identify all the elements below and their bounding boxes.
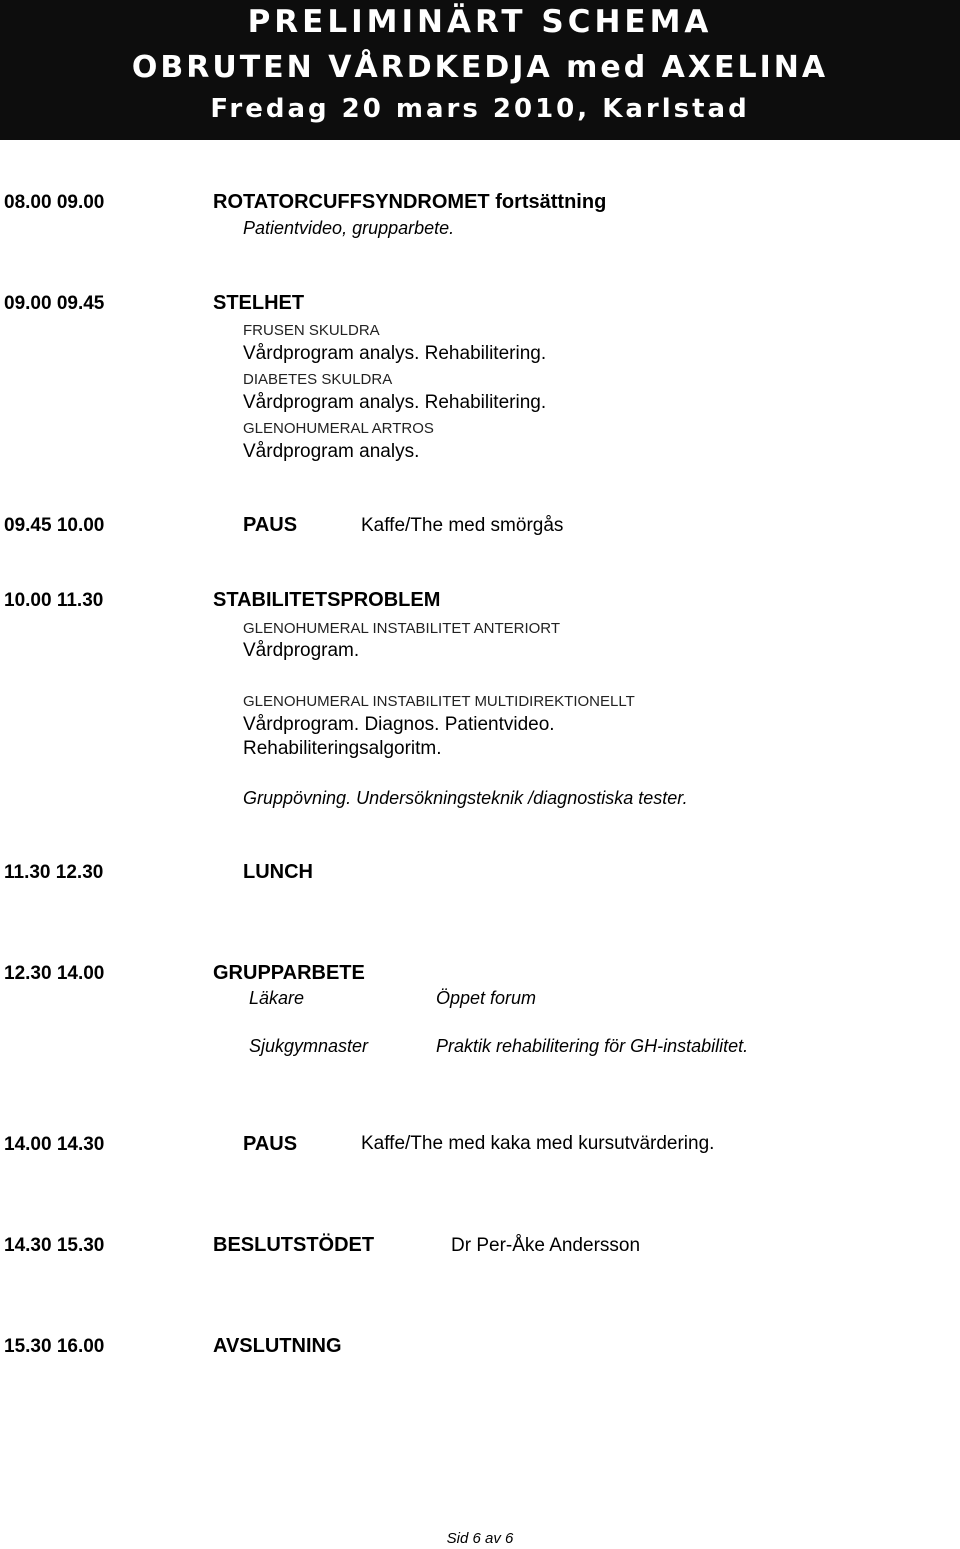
time-slot: 08.00 09.00: [4, 192, 105, 213]
time-slot: 15.30 16.00: [4, 1336, 105, 1357]
session-title: AVSLUTNING: [213, 1335, 342, 1357]
topic-description: Vårdprogram.: [243, 640, 360, 661]
time-slot: 09.00 09.45: [4, 293, 105, 314]
session-title: LUNCH: [243, 861, 313, 883]
group-participant: Läkare: [249, 988, 305, 1008]
schedule-header: [0, 0, 960, 140]
group-activity: Öppet forum: [436, 988, 537, 1008]
session-title: STELHET: [213, 292, 305, 314]
topic-heading: GLENOHUMERAL INSTABILITET ANTERIORT: [243, 620, 561, 637]
time-slot: 14.30 15.30: [4, 1235, 105, 1256]
session-title: STABILITETSPROBLEM: [213, 589, 441, 611]
topic-description: Vårdprogram analys.: [243, 441, 420, 462]
session-detail: Kaffe/The med smörgås: [361, 515, 564, 536]
time-slot: 11.30 12.30: [4, 862, 104, 883]
header-course-name: OBRUTEN VÅRDKEDJA med AXELINA: [131, 50, 829, 85]
time-slot: 12.30 14.00: [4, 963, 105, 984]
time-slot: 09.45 10.00: [4, 515, 105, 536]
page-number: Sid 6 av 6: [446, 1530, 514, 1547]
topic-description: Vårdprogram analys. Rehabilitering.: [243, 392, 547, 413]
exercise-note: Gruppövning. Undersökningsteknik /diagnostiska tester.: [243, 788, 688, 808]
topic-heading: GLENOHUMERAL ARTROS: [243, 420, 434, 437]
session-title: PAUS: [243, 1133, 298, 1155]
group-participant: Sjukgymnaster: [249, 1036, 369, 1056]
session-title: BESLUTSTÖDET: [213, 1234, 375, 1256]
session-title: GRUPPARBETE: [213, 962, 365, 984]
topic-description: Vårdprogram analys. Rehabilitering.: [243, 343, 547, 364]
time-slot: 14.00 14.30: [4, 1134, 105, 1155]
speaker-name: Dr Per-Åke Andersson: [451, 1235, 641, 1256]
topic-heading: DIABETES SKULDRA: [243, 371, 393, 388]
session-title: ROTATORCUFFSYNDROMET fortsättning: [213, 191, 607, 213]
topic-description: Rehabiliteringsalgoritm.: [243, 738, 442, 759]
header-title: PRELIMINÄRT SCHEMA: [247, 4, 713, 40]
session-title: PAUS: [243, 514, 298, 536]
session-detail: Kaffe/The med kaka med kursutvärdering.: [361, 1133, 715, 1154]
header-date-place: Fredag 20 mars 2010, Karlstad: [210, 94, 750, 124]
time-slot: 10.00 11.30: [4, 590, 104, 611]
group-activity: Praktik rehabilitering för GH-instabilitet.: [436, 1036, 749, 1056]
topic-heading: GLENOHUMERAL INSTABILITET MULTIDIREKTIONELLT: [243, 693, 635, 710]
topic-description: Vårdprogram. Diagnos. Patientvideo.: [243, 714, 555, 735]
topic-heading: FRUSEN SKULDRA: [243, 322, 380, 339]
session-note: Patientvideo, grupparbete.: [243, 218, 455, 238]
